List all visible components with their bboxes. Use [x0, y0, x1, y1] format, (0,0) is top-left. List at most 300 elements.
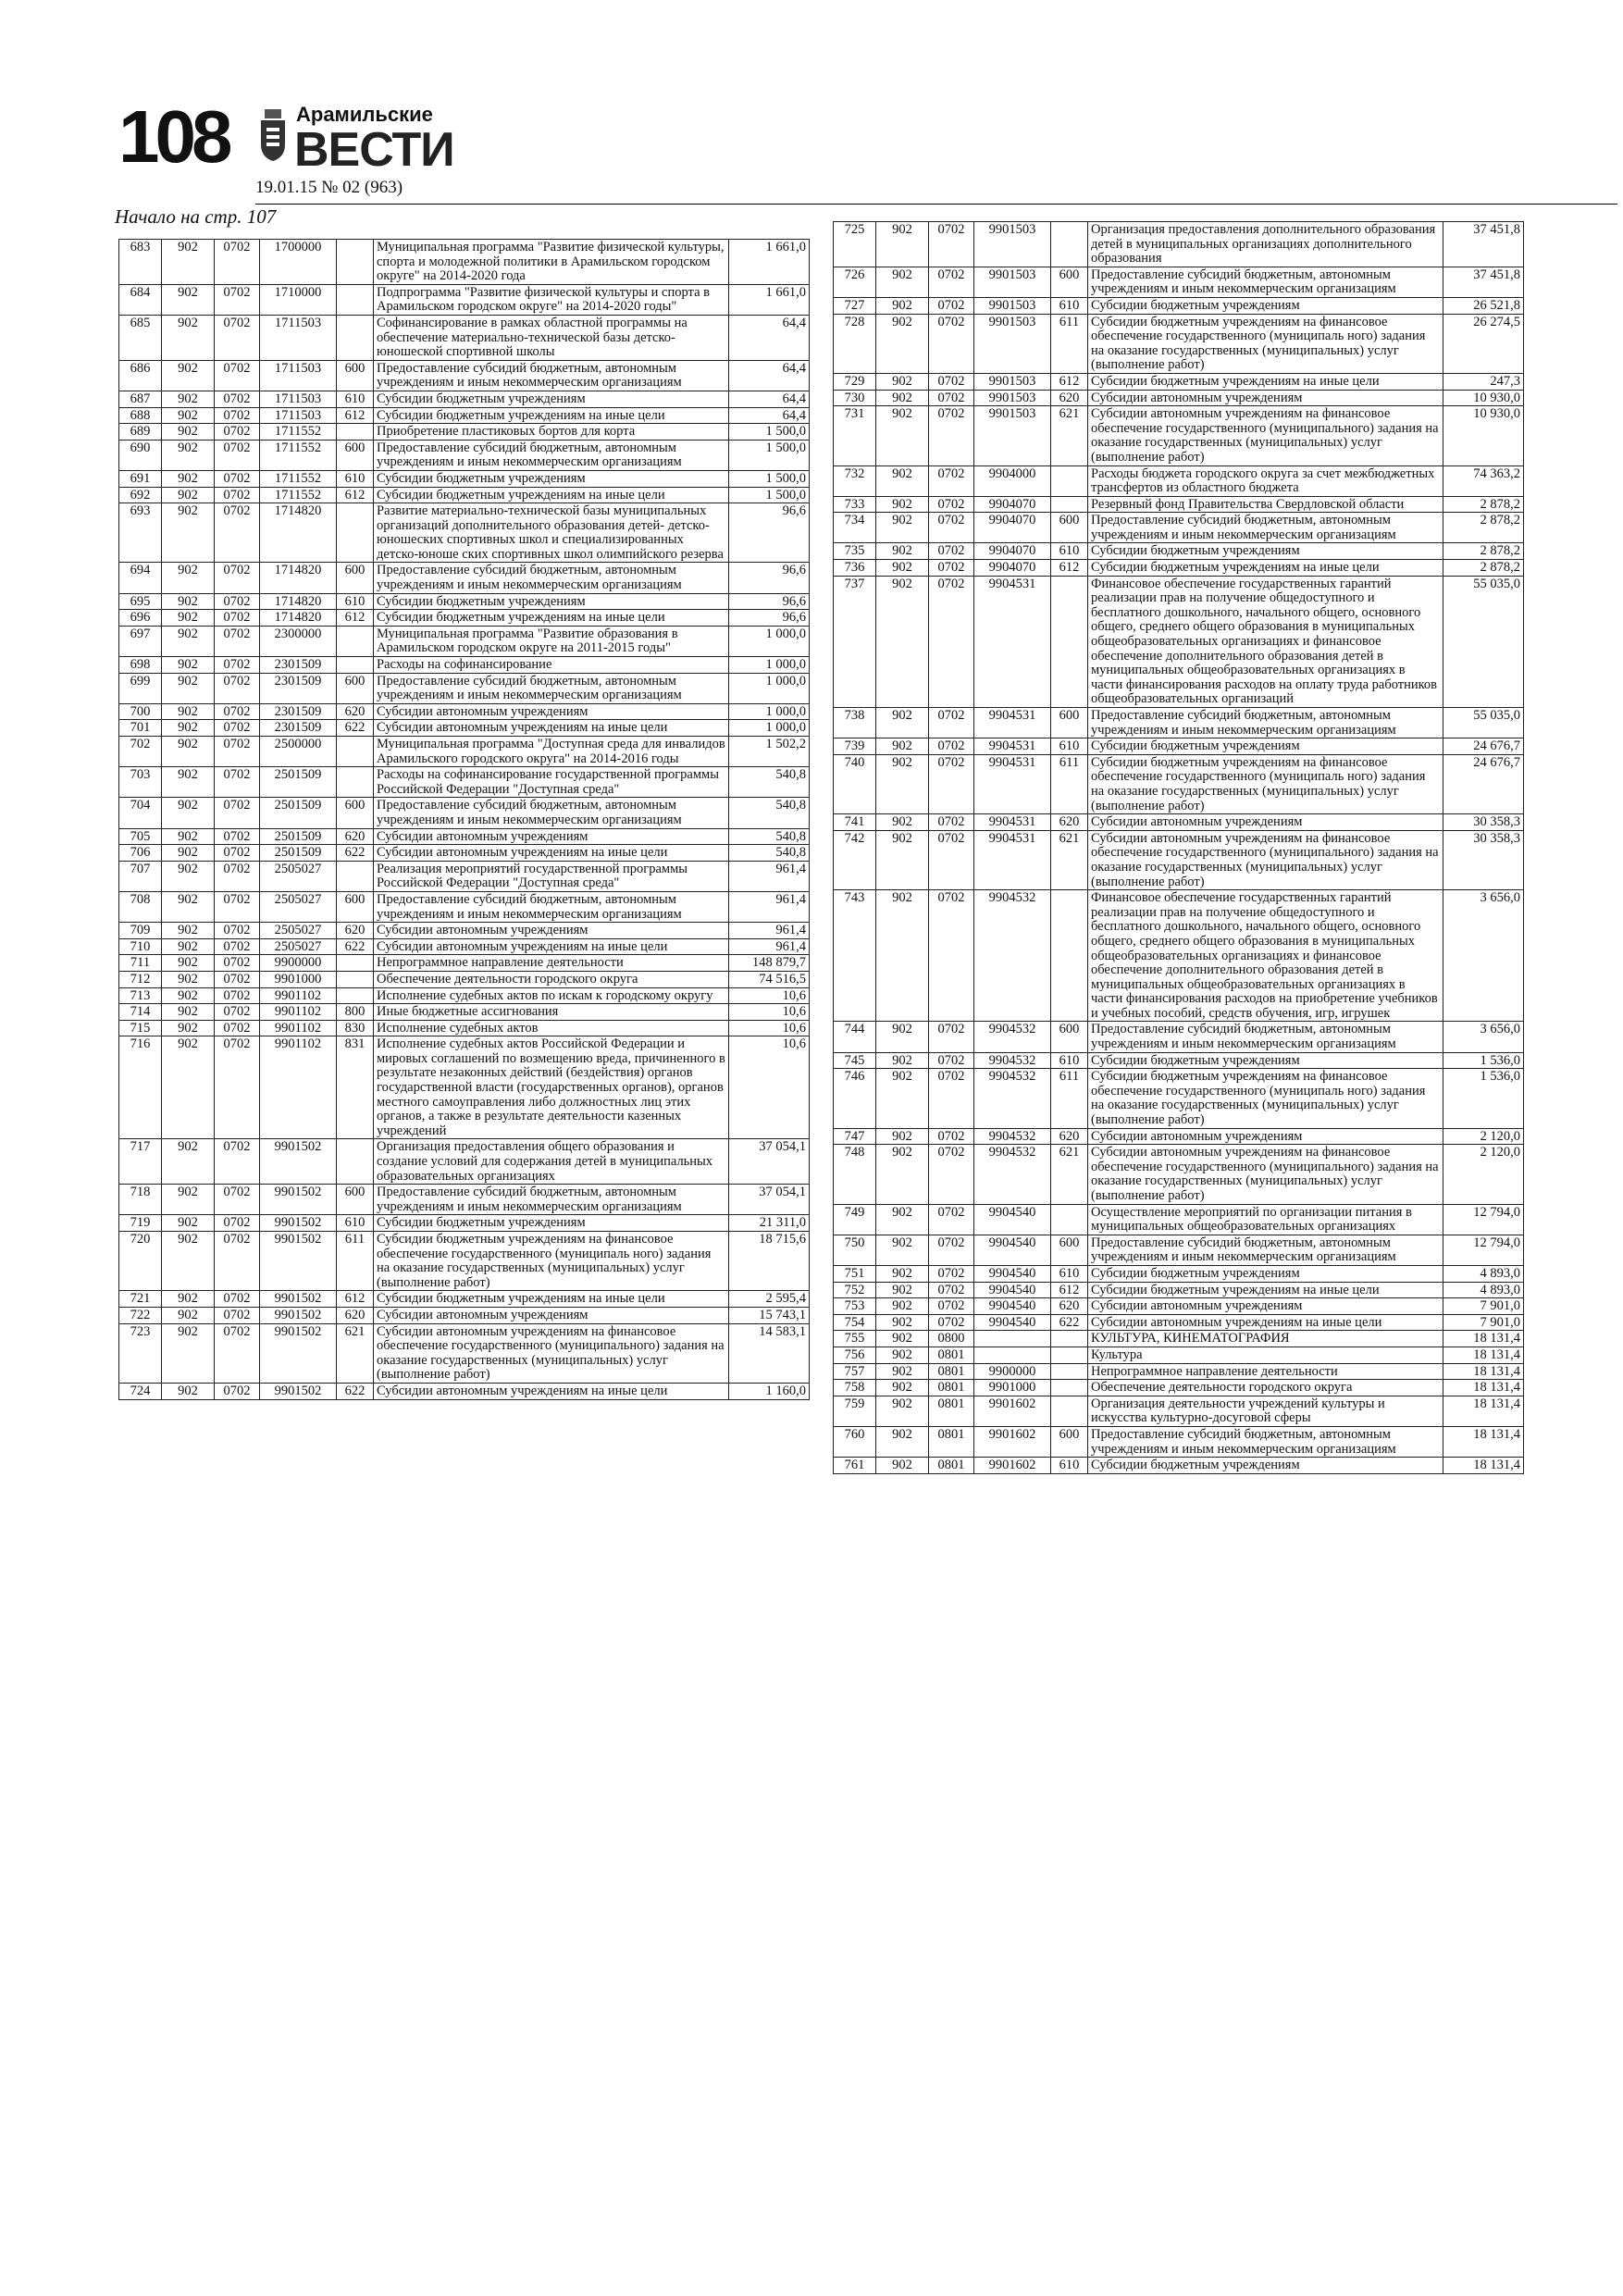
table-row	[119, 987, 810, 1004]
section-code: 0702	[215, 1036, 260, 1139]
item-name: Предоставление субсидий бюджетным, автономным учреждениям и иным некоммерческим организациям	[1088, 708, 1443, 738]
amount: 2 878,2	[1443, 496, 1524, 513]
section-code: 0702	[215, 828, 260, 845]
row-number: 696	[119, 610, 162, 627]
table-row	[119, 703, 810, 720]
expense-type: 600	[337, 1185, 374, 1215]
item-name: Субсидии бюджетным учреждениям на иные цели	[374, 407, 729, 424]
expense-type: 622	[1051, 1314, 1088, 1331]
table-row	[119, 891, 810, 922]
expense-type: 622	[337, 1383, 374, 1399]
row-number: 705	[119, 828, 162, 845]
amount: 12 794,0	[1443, 1204, 1524, 1235]
ministry-code: 902	[876, 1298, 929, 1315]
section-code: 0702	[215, 971, 260, 987]
item-name: Субсидии автономным учреждениям на иные цели	[374, 938, 729, 955]
item-name: Субсидии бюджетным учреждениям	[1088, 738, 1443, 755]
amount: 961,4	[729, 861, 810, 891]
ministry-code: 902	[876, 1204, 929, 1235]
table-row	[119, 938, 810, 955]
target-code: 1711552	[260, 487, 337, 503]
row-number: 744	[834, 1022, 876, 1052]
item-name: Субсидии бюджетным учреждениям	[374, 391, 729, 407]
expense-type: 610	[1051, 297, 1088, 314]
item-name: Расходы на софинансирование	[374, 657, 729, 674]
expense-type	[337, 955, 374, 972]
target-code: 1711503	[260, 407, 337, 424]
expense-type	[1051, 222, 1088, 267]
section-code: 0702	[215, 391, 260, 407]
section-code: 0702	[215, 1139, 260, 1185]
ministry-code: 902	[876, 738, 929, 755]
section-code: 0702	[215, 503, 260, 563]
row-number: 755	[834, 1331, 876, 1347]
item-name: Субсидии бюджетным учреждениям	[374, 470, 729, 487]
item-name: Предоставление субсидий бюджетным, автономным учреждениям и иным некоммерческим организациям	[374, 563, 729, 593]
item-name: Субсидии бюджетным учреждениям на финансовое обеспечение государственного (муниципаль ного) задания на оказание государственных (муниципальных) услуг (выполнение работ)	[1088, 1069, 1443, 1128]
item-name: Предоставление субсидий бюджетным, автономным учреждениям и иным некоммерческим организациям	[1088, 267, 1443, 297]
amount: 2 120,0	[1443, 1128, 1524, 1145]
amount: 961,4	[729, 891, 810, 922]
expense-type: 620	[337, 828, 374, 845]
section-code: 0702	[215, 767, 260, 798]
item-name: Субсидии автономным учреждениям на финансовое обеспечение государственного (муниципального) задания на оказание государственных (муниципальных) услуг (выполнение работ)	[374, 1323, 729, 1383]
section-code: 0702	[215, 798, 260, 828]
item-name: Субсидии автономным учреждениям	[1088, 1128, 1443, 1145]
expense-type: 612	[1051, 373, 1088, 390]
item-name: Субсидии автономным учреждениям	[1088, 814, 1443, 831]
section-code: 0702	[215, 657, 260, 674]
table-row	[119, 315, 810, 360]
amount: 7 901,0	[1443, 1298, 1524, 1315]
section-code: 0702	[215, 284, 260, 315]
target-code: 9901502	[260, 1232, 337, 1291]
row-number: 715	[119, 1020, 162, 1036]
row-number: 753	[834, 1298, 876, 1315]
ministry-code: 902	[876, 1265, 929, 1282]
table-row	[119, 1020, 810, 1036]
expense-type	[1051, 1396, 1088, 1426]
expense-type	[1051, 496, 1088, 513]
brand-top: Арамильские	[296, 103, 433, 126]
target-code: 9904531	[974, 754, 1051, 813]
expense-type	[337, 315, 374, 360]
expense-type: 612	[1051, 1282, 1088, 1298]
item-name: Исполнение судебных актов по искам к городскому округу	[374, 987, 729, 1004]
ministry-code: 902	[876, 406, 929, 465]
amount: 10,6	[729, 1020, 810, 1036]
section-code: 0702	[215, 610, 260, 627]
ministry-code: 902	[162, 424, 215, 441]
item-name: Предоставление субсидий бюджетным, автономным учреждениям и иным некоммерческим организациям	[374, 360, 729, 391]
ministry-code: 902	[876, 890, 929, 1022]
amount: 55 035,0	[1443, 708, 1524, 738]
target-code: 2505027	[260, 861, 337, 891]
table-row	[119, 1323, 810, 1383]
header-rule	[255, 204, 1617, 205]
target-code: 2501509	[260, 767, 337, 798]
table-row	[119, 240, 810, 285]
target-code	[974, 1331, 1051, 1347]
section-code: 0702	[215, 1185, 260, 1215]
expense-type: 610	[1051, 738, 1088, 755]
row-number: 683	[119, 240, 162, 285]
amount: 1 502,2	[729, 737, 810, 767]
ministry-code: 902	[162, 720, 215, 737]
row-number: 738	[834, 708, 876, 738]
section-code: 0702	[929, 814, 974, 831]
target-code: 2501509	[260, 845, 337, 862]
target-code: 9901102	[260, 987, 337, 1004]
amount: 3 656,0	[1443, 890, 1524, 1022]
target-code: 2505027	[260, 923, 337, 939]
table-row	[834, 754, 1524, 813]
section-code: 0702	[929, 830, 974, 889]
amount: 1 536,0	[1443, 1052, 1524, 1069]
table-row	[834, 267, 1524, 297]
continued-from: Начало на стр. 107	[115, 205, 277, 228]
item-name: Предоставление субсидий бюджетным, автономным учреждениям и иным некоммерческим организациям	[1088, 1022, 1443, 1052]
table-row	[119, 1185, 810, 1215]
target-code: 9904531	[974, 738, 1051, 755]
section-code: 0702	[215, 1004, 260, 1021]
target-code: 9904070	[974, 543, 1051, 560]
row-number: 747	[834, 1128, 876, 1145]
target-code: 1714820	[260, 563, 337, 593]
item-name: Предоставление субсидий бюджетным, автономным учреждениям и иным некоммерческим организациям	[1088, 513, 1443, 543]
target-code: 9901503	[974, 222, 1051, 267]
ministry-code: 902	[162, 440, 215, 470]
table-row	[834, 1363, 1524, 1380]
expense-type: 612	[337, 487, 374, 503]
expense-type	[337, 987, 374, 1004]
expense-type: 600	[1051, 1022, 1088, 1052]
item-name: Субсидии бюджетным учреждениям	[1088, 297, 1443, 314]
expense-type	[1051, 890, 1088, 1022]
table-row	[834, 1145, 1524, 1204]
section-code: 0702	[929, 314, 974, 373]
item-name: Организация предоставления общего образования и создание условий для содержания детей в муниципальных образовательных организациях	[374, 1139, 729, 1185]
row-number: 695	[119, 593, 162, 610]
budget-table-right	[833, 221, 1524, 1474]
row-number: 737	[834, 576, 876, 707]
amount: 540,8	[729, 767, 810, 798]
row-number: 716	[119, 1036, 162, 1139]
ministry-code: 902	[162, 1291, 215, 1308]
item-name: Субсидии автономным учреждениям	[374, 828, 729, 845]
table-row	[119, 487, 810, 503]
item-name: Резервный фонд Правительства Свердловской области	[1088, 496, 1443, 513]
row-number: 709	[119, 923, 162, 939]
item-name: Субсидии бюджетным учреждениям	[374, 1215, 729, 1232]
row-number: 739	[834, 738, 876, 755]
amount: 18 715,6	[729, 1232, 810, 1291]
section-code: 0702	[929, 406, 974, 465]
amount: 4 893,0	[1443, 1282, 1524, 1298]
expense-type: 610	[337, 593, 374, 610]
table-row	[119, 720, 810, 737]
item-name: Развитие материально-технической базы муниципальных организаций дополнительного образования детей- детско-юношеских спортивных школ и специализированных детско-юноше ских спортивных школ олимпийского резерва	[374, 503, 729, 563]
section-code: 0702	[929, 576, 974, 707]
target-code: 9901503	[974, 373, 1051, 390]
expense-type: 622	[337, 845, 374, 862]
row-number: 690	[119, 440, 162, 470]
coat-of-arms-icon	[257, 107, 289, 163]
section-code: 0702	[215, 673, 260, 703]
target-code: 9901503	[974, 267, 1051, 297]
ministry-code: 902	[162, 503, 215, 563]
table-row	[834, 373, 1524, 390]
expense-type: 611	[1051, 754, 1088, 813]
item-name: Субсидии автономным учреждениям на иные цели	[374, 720, 729, 737]
section-code: 0702	[929, 1069, 974, 1128]
target-code: 2301509	[260, 657, 337, 674]
section-code: 0702	[929, 513, 974, 543]
expense-type: 600	[1051, 1426, 1088, 1457]
item-name: Субсидии автономным учреждениям	[1088, 1298, 1443, 1315]
expense-type: 620	[1051, 1128, 1088, 1145]
amount: 2 878,2	[1443, 513, 1524, 543]
section-code: 0702	[215, 1307, 260, 1323]
row-number: 685	[119, 315, 162, 360]
expense-type	[337, 240, 374, 285]
amount: 64,4	[729, 315, 810, 360]
section-code: 0702	[215, 955, 260, 972]
item-name: Расходы бюджета городского округа за счет межбюджетных трансфертов из областного бюджета	[1088, 465, 1443, 496]
ministry-code: 902	[876, 543, 929, 560]
target-code: 1711552	[260, 470, 337, 487]
row-number: 736	[834, 560, 876, 577]
row-number: 691	[119, 470, 162, 487]
table-row	[834, 1380, 1524, 1396]
table-row	[119, 1307, 810, 1323]
amount: 3 656,0	[1443, 1022, 1524, 1052]
ministry-code: 902	[162, 971, 215, 987]
section-code: 0702	[929, 496, 974, 513]
amount: 64,4	[729, 360, 810, 391]
expense-type: 610	[1051, 1458, 1088, 1474]
target-code	[974, 1347, 1051, 1363]
section-code: 0702	[215, 703, 260, 720]
expense-type	[1051, 576, 1088, 707]
item-name: Подпрограмма "Развитие физической культуры и спорта в Арамильском городском округе" на 2014-2020 годы"	[374, 284, 729, 315]
amount: 18 131,4	[1443, 1331, 1524, 1347]
ministry-code: 902	[876, 830, 929, 889]
table-row	[119, 657, 810, 674]
ministry-code: 902	[876, 496, 929, 513]
amount: 1 160,0	[729, 1383, 810, 1399]
target-code: 9901502	[260, 1185, 337, 1215]
expense-type	[1051, 1331, 1088, 1347]
amount: 1 500,0	[729, 424, 810, 441]
table-row	[119, 1215, 810, 1232]
row-number: 756	[834, 1347, 876, 1363]
expense-type: 612	[337, 1291, 374, 1308]
table-row	[834, 830, 1524, 889]
expense-type	[1051, 465, 1088, 496]
table-row	[834, 576, 1524, 707]
ministry-code: 902	[162, 1323, 215, 1383]
section-code: 0702	[929, 222, 974, 267]
section-code: 0702	[929, 390, 974, 406]
target-code: 9901000	[260, 971, 337, 987]
item-name: Финансовое обеспечение государственных гарантий реализации прав на получение общедоступного и бесплатного дошкольного, начального общего, основного общего, среднего общего образования в муниципальных общеобразовательных организациях и финансовое обеспечение дополнительного образования детей в муниципальных общеобразовательных организациях в части финансирования расходов на приобретение учебников и учебных пособий, средств обучения, игр, игрушек	[1088, 890, 1443, 1022]
table-row	[119, 923, 810, 939]
expense-type	[337, 657, 374, 674]
ministry-code: 902	[162, 987, 215, 1004]
ministry-code: 902	[162, 470, 215, 487]
table-row	[834, 738, 1524, 755]
amount: 2 878,2	[1443, 560, 1524, 577]
item-name: Субсидии бюджетным учреждениям	[1088, 543, 1443, 560]
table-row	[119, 971, 810, 987]
section-code: 0702	[929, 708, 974, 738]
table-row	[834, 1282, 1524, 1298]
target-code: 9904540	[974, 1235, 1051, 1265]
section-code: 0702	[215, 315, 260, 360]
section-code: 0702	[215, 424, 260, 441]
section-code: 0702	[215, 487, 260, 503]
row-number: 748	[834, 1145, 876, 1204]
row-number: 717	[119, 1139, 162, 1185]
target-code: 9901102	[260, 1004, 337, 1021]
expense-type: 600	[337, 440, 374, 470]
expense-type: 600	[337, 360, 374, 391]
amount: 7 901,0	[1443, 1314, 1524, 1331]
item-name: Предоставление субсидий бюджетным, автономным учреждениям и иным некоммерческим организациям	[374, 798, 729, 828]
ministry-code: 902	[876, 1282, 929, 1298]
item-name: Финансовое обеспечение государственных гарантий реализации прав на получение общедоступного и бесплатного дошкольного, начального общего, основного общего, среднего общего образования в муниципальных общеобразовательных организациях и финансовое обеспечение дополнительного образования детей в муниципальных общеобразовательных организациях в части финансирования расходов на оплату труда работников общеобразовательных организаций	[1088, 576, 1443, 707]
ministry-code: 902	[162, 487, 215, 503]
target-code: 2301509	[260, 720, 337, 737]
target-code: 9901602	[974, 1396, 1051, 1426]
table-row	[834, 297, 1524, 314]
row-number: 761	[834, 1458, 876, 1474]
table-row	[119, 360, 810, 391]
expense-type: 610	[337, 1215, 374, 1232]
amount: 18 131,4	[1443, 1396, 1524, 1426]
section-code: 0702	[929, 267, 974, 297]
table-row	[834, 1265, 1524, 1282]
expense-type: 610	[1051, 543, 1088, 560]
row-number: 701	[119, 720, 162, 737]
expense-type: 610	[337, 470, 374, 487]
amount: 96,6	[729, 503, 810, 563]
item-name: Субсидии автономным учреждениям на иные цели	[374, 1383, 729, 1399]
table-row	[119, 1036, 810, 1139]
ministry-code: 902	[162, 737, 215, 767]
section-code: 0702	[215, 737, 260, 767]
section-code: 0702	[215, 891, 260, 922]
row-number: 718	[119, 1185, 162, 1215]
target-code: 9904070	[974, 560, 1051, 577]
amount: 540,8	[729, 828, 810, 845]
table-row	[834, 1022, 1524, 1052]
ministry-code: 902	[876, 708, 929, 738]
ministry-code: 902	[162, 1020, 215, 1036]
ministry-code: 902	[876, 814, 929, 831]
row-number: 746	[834, 1069, 876, 1128]
row-number: 710	[119, 938, 162, 955]
table-row	[834, 314, 1524, 373]
table-row	[834, 1298, 1524, 1315]
expense-type	[1051, 1363, 1088, 1380]
item-name: Предоставление субсидий бюджетным, автономным учреждениям и иным некоммерческим организациям	[1088, 1235, 1443, 1265]
table-row	[834, 890, 1524, 1022]
ministry-code: 902	[876, 390, 929, 406]
item-name: Субсидии бюджетным учреждениям на финансовое обеспечение государственного (муниципаль ного) задания на оказание государственных (муниципальных) услуг (выполнение работ)	[1088, 754, 1443, 813]
amount: 1 500,0	[729, 470, 810, 487]
expense-type	[337, 861, 374, 891]
amount: 18 131,4	[1443, 1380, 1524, 1396]
amount: 26 521,8	[1443, 297, 1524, 314]
item-name: Субсидии бюджетным учреждениям на иные цели	[1088, 373, 1443, 390]
ministry-code: 902	[876, 297, 929, 314]
row-number: 688	[119, 407, 162, 424]
row-number: 750	[834, 1235, 876, 1265]
ministry-code: 902	[876, 373, 929, 390]
ministry-code: 902	[876, 1380, 929, 1396]
row-number: 752	[834, 1282, 876, 1298]
table-row	[834, 513, 1524, 543]
section-code: 0702	[929, 1204, 974, 1235]
target-code: 9901102	[260, 1020, 337, 1036]
target-code: 9901502	[260, 1139, 337, 1185]
target-code: 9900000	[260, 955, 337, 972]
section-code: 0702	[929, 738, 974, 755]
expense-type: 600	[337, 891, 374, 922]
row-number: 721	[119, 1291, 162, 1308]
expense-type: 620	[337, 923, 374, 939]
row-number: 694	[119, 563, 162, 593]
target-code: 9901000	[974, 1380, 1051, 1396]
table-row	[119, 391, 810, 407]
section-code: 0702	[929, 1235, 974, 1265]
ministry-code: 902	[162, 1185, 215, 1215]
amount: 18 131,4	[1443, 1426, 1524, 1457]
item-name: Субсидии бюджетным учреждениям	[1088, 1458, 1443, 1474]
expense-type: 611	[1051, 1069, 1088, 1128]
ministry-code: 902	[876, 1022, 929, 1052]
target-code: 9901503	[974, 297, 1051, 314]
ministry-code: 902	[162, 610, 215, 627]
item-name: Предоставление субсидий бюджетным, автономным учреждениям и иным некоммерческим организациям	[374, 673, 729, 703]
item-name: Субсидии бюджетным учреждениям на иные цели	[374, 610, 729, 627]
amount: 96,6	[729, 563, 810, 593]
expense-type: 621	[337, 1323, 374, 1383]
table-row	[119, 563, 810, 593]
item-name: Субсидии автономным учреждениям на иные цели	[1088, 1314, 1443, 1331]
expense-type: 830	[337, 1020, 374, 1036]
section-code: 0702	[929, 754, 974, 813]
section-code: 0702	[215, 987, 260, 1004]
table-row	[834, 1396, 1524, 1426]
amount: 15 743,1	[729, 1307, 810, 1323]
target-code: 9904532	[974, 890, 1051, 1022]
expense-type: 612	[337, 610, 374, 627]
row-number: 720	[119, 1232, 162, 1291]
ministry-code: 902	[162, 626, 215, 656]
section-code: 0702	[215, 626, 260, 656]
masthead	[118, 95, 526, 202]
section-code: 0702	[215, 1323, 260, 1383]
target-code: 9904531	[974, 576, 1051, 707]
expense-type: 620	[337, 703, 374, 720]
ministry-code: 902	[162, 284, 215, 315]
section-code: 0702	[929, 1145, 974, 1204]
table-row	[119, 1139, 810, 1185]
amount: 961,4	[729, 938, 810, 955]
